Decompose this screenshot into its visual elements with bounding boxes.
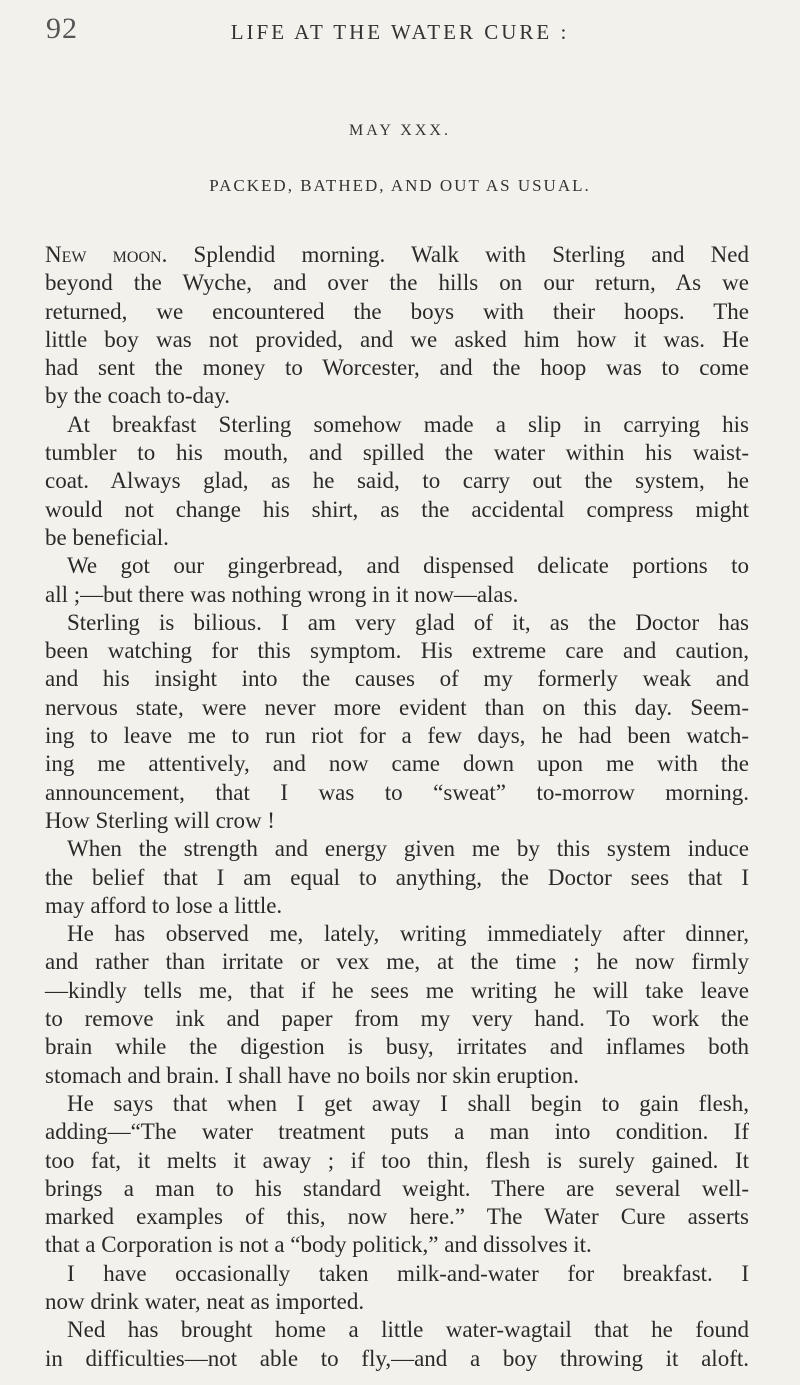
text-line: little boy was not provided, and we asked him how it was. He <box>45 326 749 352</box>
page-header <box>46 12 754 52</box>
opening-smallcaps: New moon. <box>45 242 168 267</box>
text-line: now drink water, neat as imported. <box>45 1288 365 1314</box>
page-number: 92 <box>46 12 78 45</box>
entry-subheading: PACKED, BATHED, AND OUT AS USUAL. <box>209 176 591 195</box>
running-head: LIFE AT THE WATER CURE : <box>230 20 570 44</box>
text-line: adding—“The water treatment puts a man into condition. If <box>45 1119 749 1145</box>
text-line: At breakfast Sterling somehow made a slip in carrying his <box>67 411 749 437</box>
text-line: returned, we encountered the boys with their hoops. The <box>45 298 749 324</box>
text-line: Ned has brought home a little water-wagtail that he found <box>67 1317 749 1343</box>
text-line: tumbler to his mouth, and spilled the water within his waist- <box>45 440 749 466</box>
text-line: had sent the money to Worcester, and the hoop was to come <box>45 355 749 381</box>
text-line: too fat, it melts it away ; if too thin, flesh is surely gained. It <box>45 1147 749 1173</box>
text-line: coat. Always glad, as he said, to carry out the system, he <box>45 468 749 494</box>
text-line: to remove ink and paper from my very hand. To work the <box>45 1006 749 1032</box>
text-line: and his insight into the causes of my formerly weak and <box>45 666 749 692</box>
text-line: and rather than irritate or vex me, at the time ; he now firmly <box>45 949 749 975</box>
text-line: nervous state, were never more evident than on this day. Seem- <box>45 694 749 720</box>
text-line: brain while the digestion is busy, irritates and inflames both <box>45 1034 749 1060</box>
text-line: —kindly tells me, that if he sees me writing he will take leave <box>45 977 749 1003</box>
text-line: marked examples of this, now here.” The Water Cure asserts <box>45 1204 749 1230</box>
text-line: been watching for this symptom. His extreme care and caution, <box>45 638 749 664</box>
text-line: brings a man to his standard weight. There are several well- <box>45 1175 749 1201</box>
text-line: Sterling is bilious. I am very glad of it, as the Doctor has <box>67 609 749 635</box>
text-line: ing me attentively, and now came down upon me with the <box>45 751 749 777</box>
text-line: may afford to lose a little. <box>45 892 283 918</box>
text-line: in difficulties—not able to fly,—and a boy throwing it aloft. <box>45 1345 749 1371</box>
text-line: would not change his shirt, as the accidental compress might <box>45 496 749 522</box>
text-line: all ;—but there was nothing wrong in it now—alas. <box>45 581 519 607</box>
text-line: the belief that I am equal to anything, the Doctor sees that I <box>45 864 749 890</box>
text-line: ing to leave me to run riot for a few days, he had been watch- <box>45 723 749 749</box>
text-line: announcement, that I was to “sweat” to-morrow morning. <box>45 779 749 805</box>
text-line: that a Corporation is not a “body politick,” and dissolves it. <box>45 1232 592 1258</box>
text-line: How Sterling will crow ! <box>45 807 275 833</box>
body-text <box>45 241 749 1373</box>
text-line-1: New moon. Splendid morning. Walk with Sterling and Ned <box>45 242 749 267</box>
text-line: by the coach to-day. <box>45 383 230 409</box>
text-line: beyond the Wyche, and over the hills on our return, As we <box>45 270 749 296</box>
text-line: He has observed me, lately, writing immediately after dinner, <box>67 921 749 947</box>
text-line: stomach and brain. I shall have no boils nor skin eruption. <box>45 1062 580 1088</box>
text-line: He says that when I get away I shall begin to gain flesh, <box>67 1090 749 1116</box>
text-line: When the strength and energy given me by this system induce <box>67 836 749 862</box>
text-line: I have occasionally taken milk-and-water for breakfast. I <box>67 1260 749 1286</box>
entry-date: MAY XXX. <box>349 122 451 139</box>
text-line: be beneficial. <box>45 524 169 550</box>
text-line: We got our gingerbread, and dispensed delicate portions to <box>67 553 749 579</box>
